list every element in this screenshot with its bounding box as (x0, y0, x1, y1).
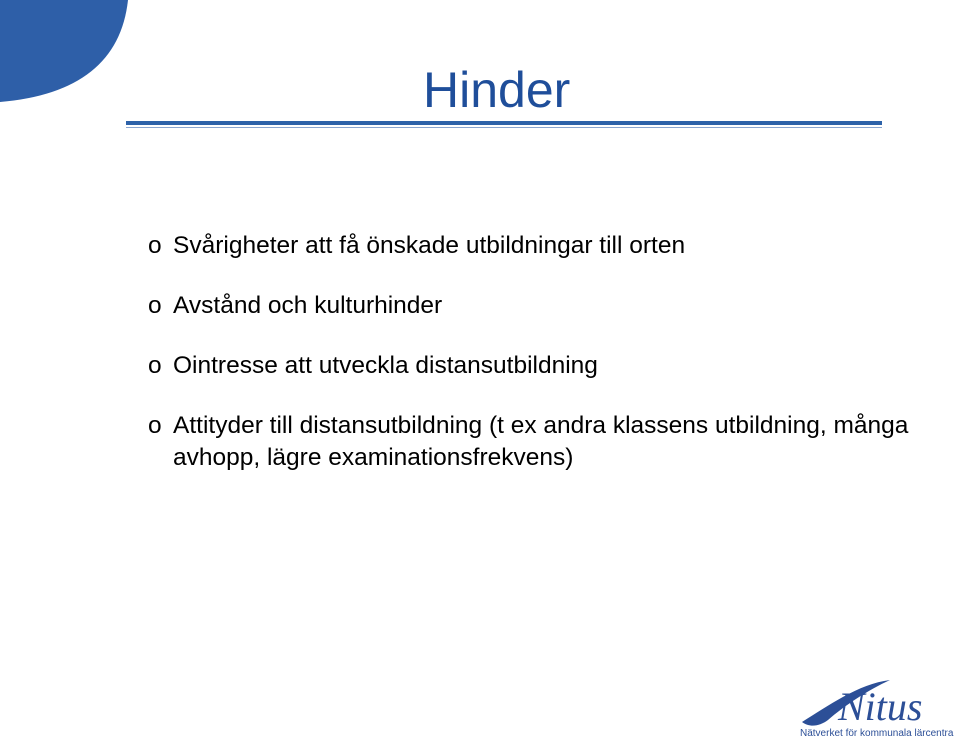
logo-tagline: Nätverket för kommunala lärcentra (800, 728, 954, 739)
bullet-list (148, 230, 928, 502)
corner-quarter-circle-shape (0, 0, 135, 105)
bullet-item (148, 230, 928, 262)
bullet-text: Attityder till distansutbildning (t ex andra klassens utbildning, många avhopp, lägre examinationsfrekvens) (173, 412, 909, 471)
bullet-marker: o (148, 352, 162, 379)
slide-title: Hinder (423, 62, 571, 118)
bullet-marker: o (148, 412, 162, 439)
logo-word-text: Nitus (838, 684, 923, 729)
bullet-item (148, 290, 928, 322)
bullet-text: Svårigheter att få önskade utbildningar till orten (173, 232, 686, 259)
bullet-text: Ointresse att utveckla distansutbildning (173, 352, 598, 379)
bullet-item (148, 350, 928, 382)
logo-wordmark (798, 676, 958, 730)
title-divider-thick (126, 121, 882, 125)
bullet-item (148, 410, 928, 474)
bullet-marker: o (148, 232, 162, 259)
title-divider-thin (126, 127, 882, 128)
bullet-marker: o (148, 292, 162, 319)
bullet-text: Avstånd och kulturhinder (173, 292, 443, 319)
nitus-logo (798, 676, 958, 742)
